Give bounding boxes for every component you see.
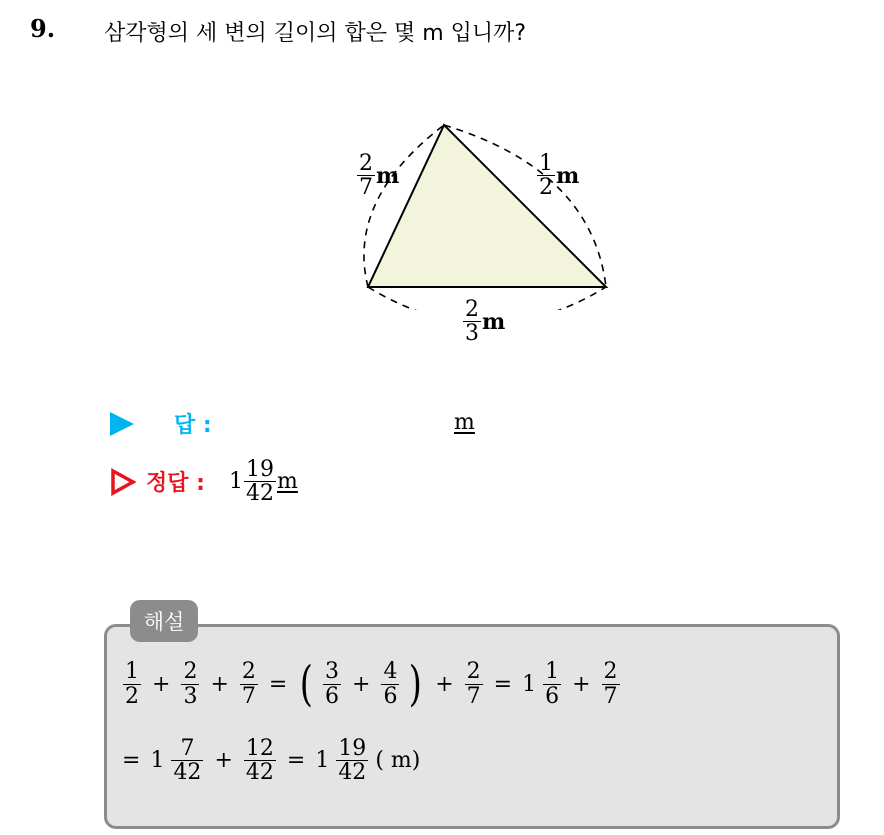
- fraction: $\frac{1}{2}$: [125, 659, 139, 709]
- fraction: $\frac{2}{7}$: [241, 659, 256, 709]
- right-side-label: $\frac{1}{2}$ m: [539, 151, 580, 201]
- left-side-fraction: $\frac{2}{7}$: [359, 151, 373, 201]
- correct-answer-whole: 1: [228, 469, 243, 495]
- answer-row: [110, 408, 212, 439]
- correct-answer-row: [110, 458, 298, 505]
- fraction: $\frac{19}{42}$: [338, 736, 367, 786]
- question-text: 삼각형의 세 변의 길이의 합은 몇 m 입니까?: [104, 21, 527, 46]
- mixed-whole: 1: [315, 748, 330, 774]
- fraction: $\frac{2}{7}$: [603, 659, 618, 709]
- explanation-box: [104, 624, 840, 829]
- fraction: $\frac{4}{6}$: [383, 659, 398, 709]
- play-arrow-icon: [110, 412, 134, 436]
- explanation-line-2: = 1 $\frac{7}{42}$ + $\frac{12}{42}$ = 1 $\frac{19}{42}$ ( m): [122, 736, 421, 786]
- correct-answer-fraction: $\frac{19}{42}$: [245, 457, 274, 507]
- answer-label: 답 :: [174, 413, 212, 438]
- triangle-shape: [368, 125, 606, 287]
- bottom-side-fraction: $\frac{2}{3}$: [465, 297, 479, 347]
- answer-unit[interactable]: m: [454, 410, 475, 435]
- correct-answer-label: 정답 :: [146, 471, 205, 497]
- fraction: $\frac{3}{6}$: [325, 659, 340, 709]
- triangle-figure: [340, 110, 630, 310]
- explanation-tag: 해설: [130, 600, 198, 642]
- fraction: $\frac{2}{7}$: [466, 659, 481, 709]
- fraction: $\frac{7}{42}$: [173, 736, 202, 786]
- mixed-whole: 1: [522, 671, 537, 697]
- fraction: $\frac{2}{3}$: [183, 659, 198, 709]
- left-side-label: $\frac{2}{7}$ m: [359, 151, 400, 201]
- fraction: $\frac{1}{6}$: [545, 659, 560, 709]
- right-side-fraction: $\frac{1}{2}$: [539, 151, 553, 201]
- unit-label: ( m): [375, 748, 421, 774]
- explanation-line-1: $\frac{1}{2}$ + $\frac{2}{3}$ + $\frac{2}{7}$ = ( $\frac{3}{6}$ + $\frac{4}{6}$ ) + $\frac{2}{7}$ = 1 $\frac{1}{6}$ + $\frac{2}{7}$: [125, 656, 618, 712]
- fraction: $\frac{12}{42}$: [245, 736, 274, 786]
- correct-answer-unit: m: [276, 469, 298, 495]
- outline-play-arrow-icon: [110, 468, 136, 496]
- mixed-whole: 1: [150, 748, 165, 774]
- bottom-side-label: $\frac{2}{3}$ m: [460, 298, 507, 345]
- question-number: 9.: [30, 14, 56, 43]
